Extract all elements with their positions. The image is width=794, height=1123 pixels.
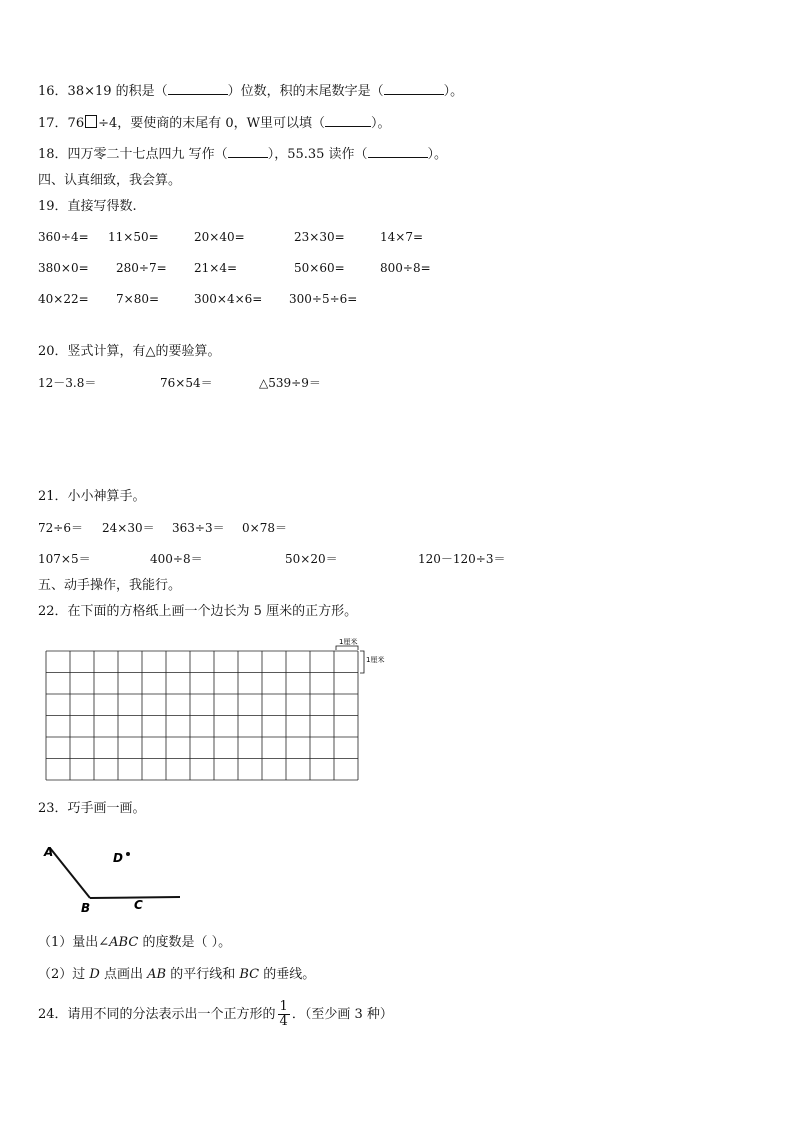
calc-item: 120－120÷3＝ bbox=[418, 552, 506, 566]
question-18: 18．四万零二十七点四九 写作（ ），55.35 读作（ ）。 bbox=[38, 147, 448, 162]
digit-box[interactable] bbox=[85, 115, 97, 128]
question-20-title: 20．竖式计算，有△的要验算。 bbox=[38, 344, 221, 359]
question-24: 24．请用不同的分法表示出一个正方形的 $\frac{1}{4}$ ．（至少画 3 种） bbox=[38, 999, 393, 1029]
question-19-title: 19．直接写得数. bbox=[38, 199, 137, 214]
mental-math-item: 11×50= bbox=[108, 230, 159, 244]
mental-math-item: 800÷8= bbox=[380, 261, 431, 275]
answer-blank[interactable] bbox=[325, 114, 371, 127]
question-23-sub1: （1）量出∠ABC 的度数是（ ）。 bbox=[38, 935, 232, 950]
ray-ba bbox=[50, 848, 90, 898]
answer-blank[interactable] bbox=[168, 82, 228, 95]
angle-figure bbox=[38, 838, 198, 918]
answer-blank[interactable] bbox=[228, 145, 268, 158]
mental-math-item: 300÷5÷6= bbox=[289, 292, 358, 306]
mental-math-item: 380×0= bbox=[38, 261, 89, 275]
mental-math-item: 7×80= bbox=[116, 292, 160, 306]
vertical-calc-item: 76×54＝ bbox=[160, 376, 213, 390]
point-d bbox=[126, 852, 130, 856]
question-21-title: 21．小小神算手。 bbox=[38, 489, 146, 504]
calc-item: 50×20＝ bbox=[285, 552, 338, 566]
answer-blank[interactable] bbox=[384, 82, 444, 95]
answer-blank[interactable] bbox=[368, 145, 428, 158]
calc-item: 72÷6＝ bbox=[38, 521, 83, 535]
question-17: 17．76 ÷4，要使商的末尾有 0，W里可以填（ ）。 bbox=[38, 116, 391, 131]
unit-bracket-side bbox=[360, 651, 364, 673]
fraction-one-quarter: $\frac{1}{4}$ bbox=[279, 999, 288, 1029]
mental-math-item: 20×40= bbox=[194, 230, 245, 244]
label-c: C bbox=[134, 898, 143, 912]
grid-paper[interactable] bbox=[38, 634, 398, 784]
grid-lines bbox=[46, 651, 358, 780]
vertical-calc-item: △539÷9＝ bbox=[259, 376, 321, 390]
mental-math-item: 23×30= bbox=[294, 230, 345, 244]
mental-math-item: 21×4= bbox=[194, 261, 238, 275]
vertical-calc-item: 12－3.8＝ bbox=[38, 376, 97, 390]
label-a: A bbox=[44, 845, 54, 859]
mental-math-item: 280÷7= bbox=[116, 261, 167, 275]
mental-math-item: 14×7= bbox=[380, 230, 424, 244]
calc-item: 24×30＝ bbox=[102, 521, 155, 535]
question-23-sub2: （2）过 D 点画出 AB 的平行线和 BC 的垂线。 bbox=[38, 967, 316, 982]
unit-label-side: 1厘米 bbox=[366, 656, 385, 664]
calc-item: 107×5＝ bbox=[38, 552, 91, 566]
mental-math-item: 50×60= bbox=[294, 261, 345, 275]
label-b: B bbox=[81, 901, 91, 915]
question-22-title: 22．在下面的方格纸上画一个边长为 5 厘米的正方形。 bbox=[38, 604, 358, 619]
label-d: D bbox=[113, 851, 123, 865]
calc-item: 0×78＝ bbox=[242, 521, 287, 535]
calc-item: 400÷8＝ bbox=[150, 552, 203, 566]
section-heading-5: 五、动手操作，我能行。 bbox=[38, 578, 182, 593]
question-23-title: 23．巧手画一画。 bbox=[38, 801, 146, 816]
mental-math-item: 360÷4= bbox=[38, 230, 89, 244]
unit-label-top: 1厘米 bbox=[339, 638, 358, 646]
mental-math-item: 40×22= bbox=[38, 292, 89, 306]
question-16: 16．38×19 的积是（ ）位数，积的末尾数字是（ ）。 bbox=[38, 84, 464, 99]
unit-bracket-top bbox=[336, 646, 358, 650]
calc-item: 363÷3＝ bbox=[172, 521, 225, 535]
mental-math-item: 300×4×6= bbox=[194, 292, 263, 306]
section-heading-4: 四、认真细致，我会算。 bbox=[38, 173, 182, 188]
